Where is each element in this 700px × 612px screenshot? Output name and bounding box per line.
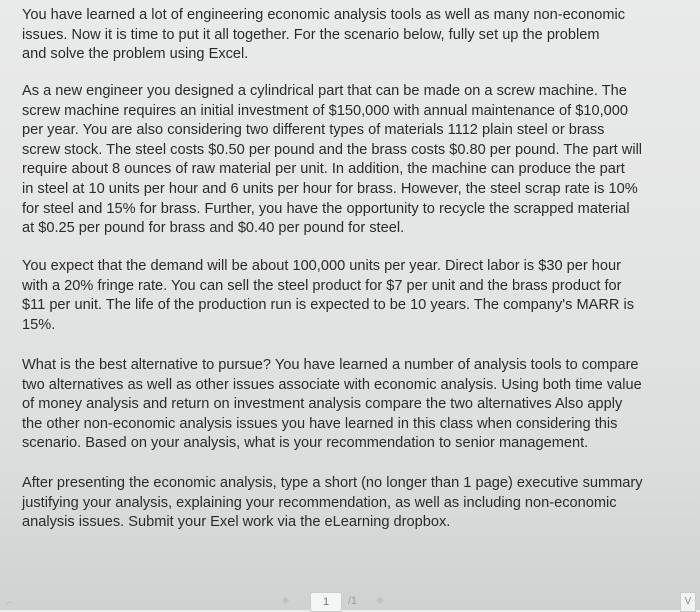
text-line: What is the best alternative to pursue? You have learned a number of analysis tools to compare	[22, 357, 639, 373]
previous-page-icon[interactable]: ◆	[282, 595, 290, 606]
corner-control[interactable]: ⌐	[6, 598, 12, 609]
text-line: You expect that the demand will be about 100,000 units per year. Direct labor is $30 per hour	[22, 258, 621, 274]
next-page-icon[interactable]: ◆	[376, 595, 384, 606]
text-line: per year. You are also considering two different types of materials 1112 plain steel or brass	[22, 122, 605, 139]
paragraph-scenario	[22, 82, 642, 239]
page-total: /1	[348, 595, 358, 607]
paragraph-question	[22, 356, 642, 454]
text-line: in steel at 10 units per hour and 6 units per hour for brass. However, the steel scrap rate is 10%	[22, 180, 638, 197]
view-toggle-button[interactable]: V	[680, 592, 696, 612]
text-line: scenario. Based on your analysis, what is your recommendation to senior management.	[22, 435, 589, 452]
page-navigation-bar	[0, 578, 700, 610]
text-line: for steel and 15% for brass. Further, you have the opportunity to recycle the scrapped material	[22, 200, 630, 217]
text-line: $11 per unit. The life of the production run is expected to be 10 years. The company's MARR is	[22, 297, 635, 314]
text-line: You have learned a lot of engineering economic analysis tools as well as many non-economic	[22, 7, 626, 23]
page-number-input[interactable]: 1	[310, 592, 342, 612]
text-line: justifying your analysis, explaining your recommendation, as well as including non-economic	[22, 494, 617, 511]
paragraph-intro	[22, 6, 625, 65]
text-line: screw stock. The steel costs $0.50 per pound and the brass costs $0.80 per pound. The part will	[22, 141, 643, 158]
paragraph-demand	[22, 257, 634, 335]
paragraph-instructions	[22, 474, 643, 533]
text-line: issues. Now it is time to put it all together. For the scenario below, fully set up the problem	[22, 26, 600, 43]
text-line: the other non-economic analysis issues you have learned in this class when considering this	[22, 415, 618, 432]
text-line: 15%.	[22, 316, 56, 333]
text-line: require about 8 ounces of raw material per unit. In addition, the machine can produce the part	[22, 161, 625, 178]
text-line: two alternatives as well as other issues associate with economic analysis. Using both time value	[22, 376, 642, 393]
text-line: analysis issues. Submit your Exel work via the eLearning dropbox.	[22, 514, 451, 531]
text-line: After presenting the economic analysis, type a short (no longer than 1 page) executive summary	[22, 475, 643, 491]
text-line: As a new engineer you designed a cylindrical part that can be made on a screw machine. The	[22, 83, 627, 99]
text-line: of money analysis and return on investment analysis compare the two alternatives Also apply	[22, 396, 623, 413]
text-line: at $0.25 per pound for brass and $0.40 per pound for steel.	[22, 220, 405, 237]
text-line: screw machine requires an initial investment of $150,000 with annual maintenance of $10,000	[22, 102, 629, 119]
text-line: with a 20% fringe rate. You can sell the steel product for $7 per unit and the brass product for	[22, 277, 622, 294]
text-line: and solve the problem using Excel.	[22, 46, 249, 63]
